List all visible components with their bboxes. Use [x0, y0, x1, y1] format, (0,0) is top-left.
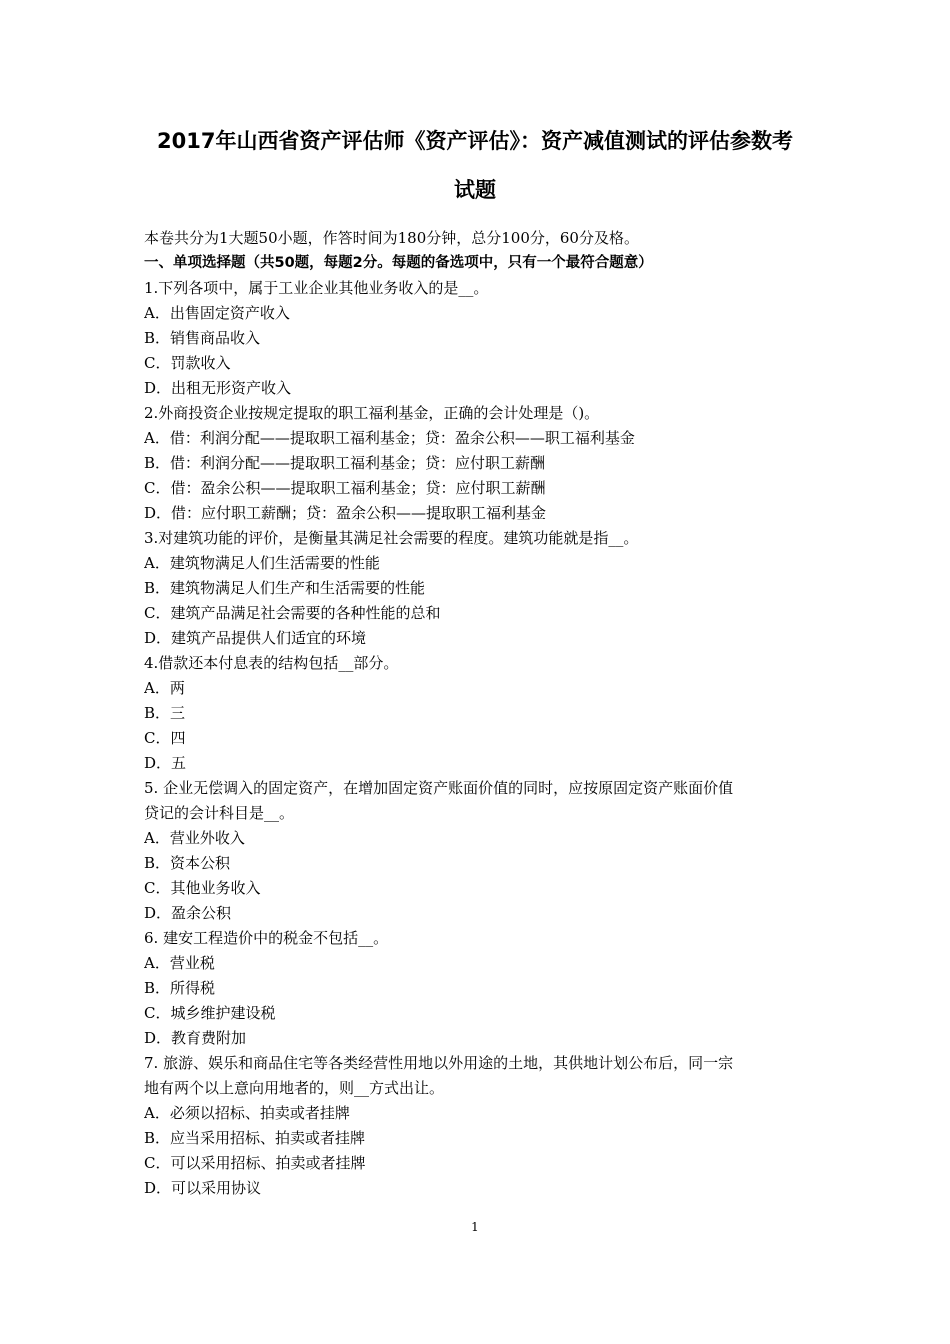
question-list	[144, 276, 814, 1201]
question-stem: 7. 旅游、娱乐和商品住宅等各类经营性用地以外用途的土地，其供地计划公布后，同一宗	[144, 1054, 734, 1072]
answer-option: D．可以采用协议	[144, 1179, 262, 1197]
question-block	[144, 651, 814, 776]
answer-option: D．出租无形资产收入	[144, 379, 292, 397]
question-stem: 4.借款还本付息表的结构包括__部分。	[144, 654, 399, 672]
exam-intro: 本卷共分为1大题50小题，作答时间为180分钟，总分100分，60分及格。	[144, 229, 639, 247]
answer-option: C．四	[144, 729, 186, 747]
answer-option: D．借：应付职工薪酬；贷：盈余公积——提取职工福利基金	[144, 504, 547, 522]
answer-option: B．三	[144, 704, 186, 722]
answer-option: B．借：利润分配——提取职工福利基金；贷：应付职工薪酬	[144, 454, 546, 472]
question-stem: 地有两个以上意向用地者的，则__方式出让。	[144, 1079, 445, 1097]
document-title-line-1: 2017年山西省资产评估师《资产评估》：资产减值测试的评估参数考	[157, 129, 793, 153]
answer-option: D．盈余公积	[144, 904, 232, 922]
question-stem: 3.对建筑功能的评价，是衡量其满足社会需要的程度。建筑功能就是指__。	[144, 529, 639, 547]
answer-option: C．建筑产品满足社会需要的各种性能的总和	[144, 604, 441, 622]
answer-option: D．五	[144, 754, 187, 772]
answer-option: A．营业税	[144, 954, 215, 972]
answer-option: A．出售固定资产收入	[144, 304, 290, 322]
question-block	[144, 526, 814, 651]
answer-option: B．建筑物满足人们生产和生活需要的性能	[144, 579, 426, 597]
answer-option: B．应当采用招标、拍卖或者挂牌	[144, 1129, 366, 1147]
document-title-line-2: 试题	[454, 178, 496, 202]
question-block	[144, 1051, 814, 1201]
answer-option: C．罚款收入	[144, 354, 231, 372]
question-stem: 5. 企业无偿调入的固定资产，在增加固定资产账面价值的同时，应按原固定资产账面价值	[144, 779, 734, 797]
answer-option: D．教育费附加	[144, 1029, 247, 1047]
question-stem: 1.下列各项中，属于工业企业其他业务收入的是__。	[144, 279, 489, 297]
answer-option: B．销售商品收入	[144, 329, 261, 347]
question-stem: 6. 建安工程造价中的税金不包括__。	[144, 929, 389, 947]
answer-option: A．两	[144, 679, 185, 697]
document-body	[144, 226, 814, 1201]
question-stem: 2.外商投资企业按规定提取的职工福利基金，正确的会计处理是（)。	[144, 404, 600, 422]
answer-option: A．借：利润分配——提取职工福利基金；贷：盈余公积——职工福利基金	[144, 429, 635, 447]
page-number: 1	[471, 1220, 479, 1234]
answer-option: A．营业外收入	[144, 829, 245, 847]
section-header: 一、单项选择题（共50题，每题2分。每题的备选项中，只有一个最符合题意）	[144, 255, 653, 271]
answer-option: A．必须以招标、拍卖或者挂牌	[144, 1104, 350, 1122]
answer-option: C．城乡维护建设税	[144, 1004, 276, 1022]
answer-option: C．其他业务收入	[144, 879, 261, 897]
question-block	[144, 401, 814, 526]
question-block	[144, 926, 814, 1051]
answer-option: A．建筑物满足人们生活需要的性能	[144, 554, 380, 572]
answer-option: B．资本公积	[144, 854, 231, 872]
answer-option: C．可以采用招标、拍卖或者挂牌	[144, 1154, 366, 1172]
answer-option: C．借：盈余公积——提取职工福利基金；贷：应付职工薪酬	[144, 479, 546, 497]
question-block	[144, 776, 814, 926]
answer-option: B．所得税	[144, 979, 216, 997]
question-block	[144, 276, 814, 401]
question-stem: 贷记的会计科目是__。	[144, 804, 295, 822]
answer-option: D．建筑产品提供人们适宜的环境	[144, 629, 367, 647]
